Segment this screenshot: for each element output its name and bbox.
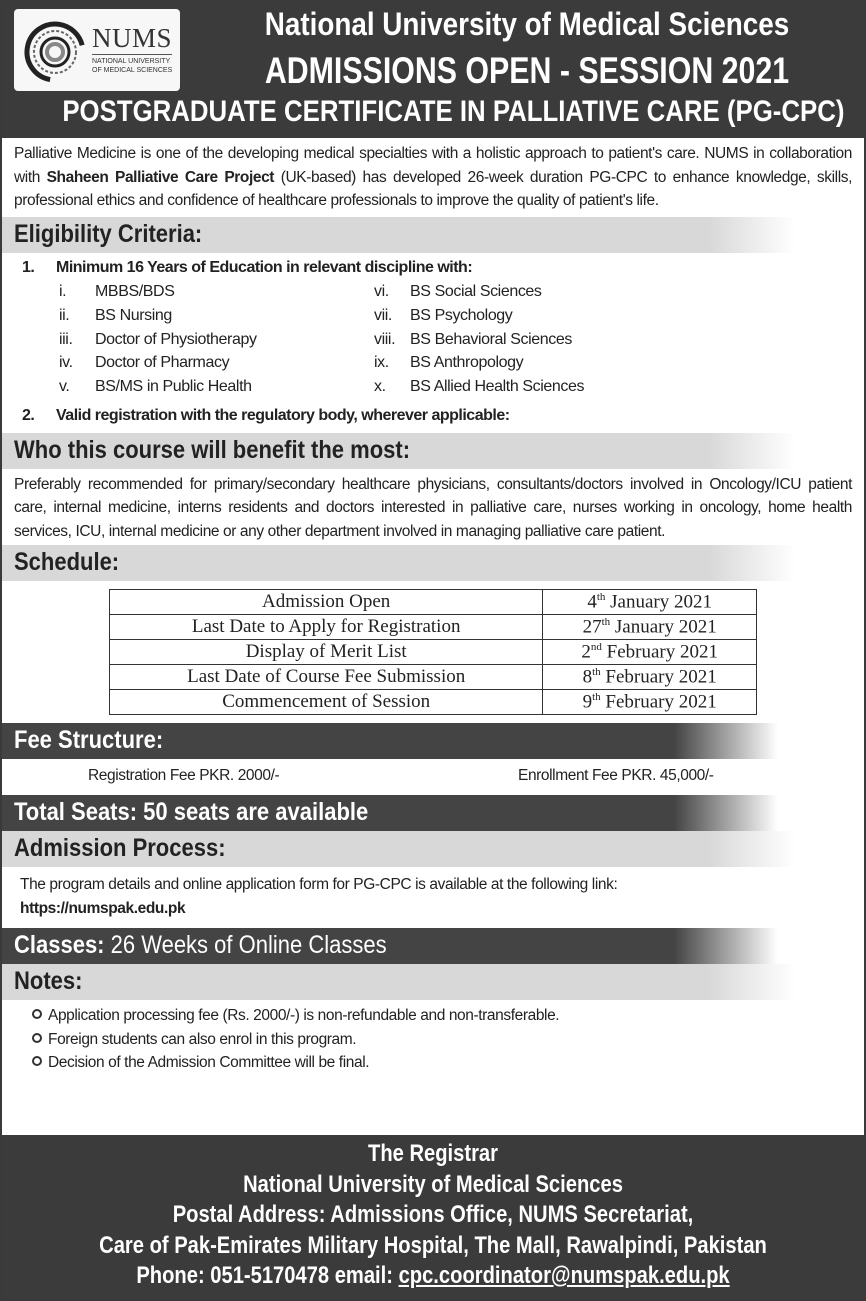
discipline-item: iv. Doctor of Pharmacy: [59, 353, 230, 371]
program-link[interactable]: https://numspak.edu.pk: [20, 899, 186, 917]
nums-logo: [14, 9, 180, 91]
logo-text: NUMS: [92, 23, 173, 53]
classes-info: Classes: 26 Weeks of Online Classes: [14, 931, 387, 959]
fee-heading: Fee Structure:: [14, 726, 164, 754]
schedule-heading-band: [2, 545, 864, 581]
process-heading-band: [2, 831, 864, 867]
total-seats: Total Seats: 50 seats are available: [14, 798, 369, 826]
benefit-heading: Who this course will benefit the most:: [14, 435, 411, 464]
eligibility-list: [2, 253, 864, 433]
university-title: National University of Medical Sciences: [264, 6, 790, 42]
program-title: POSTGRADUATE CERTIFICATE IN PALLIATIVE CARE (PG-CPC): [62, 95, 845, 128]
list-item: Foreign students can also enrol in this program.: [32, 1028, 864, 1052]
fee-heading-band: [2, 723, 864, 759]
discipline-item: ix. BS Anthropology: [374, 353, 524, 371]
list-item: Application processing fee (Rs. 2000/-) is non-refundable and non-transferable.: [32, 1004, 864, 1028]
contact-line: Phone: 051-5170478 email: cpc.coordinator@numspak.edu.pk: [136, 1262, 730, 1289]
enrollment-fee: Enrollment Fee PKR. 45,000/-: [518, 767, 714, 784]
notes-heading: Notes:: [14, 967, 83, 995]
registrar-title: The Registrar: [368, 1140, 498, 1167]
seats-band: [2, 795, 864, 831]
schedule-table: [109, 589, 757, 715]
contact-footer: [2, 1135, 864, 1299]
list-item: Decision of the Admission Committee will be final.: [32, 1051, 864, 1075]
hospital-address: Care of Pak-Emirates Military Hospital, The Mall, Rawalpindi, Pakistan: [99, 1231, 767, 1259]
table-row: Last Date of Course Fee Submission 8th February 2021: [110, 665, 757, 690]
registration-fee: Registration Fee PKR. 2000/-: [88, 767, 280, 784]
notes-list: [2, 1000, 864, 1075]
intro-paragraph: Palliative Medicine is one of the developing medical specialties with a holistic approach to patient's care. NUMS in collaboration with Shaheen Palliative Care Project (UK-based) has developed 26-week duration PG-CPC to enhance knowledge, skills, professional ethics and confidence of healthcare professionals to improve the quality of patient's life.: [14, 145, 853, 209]
discipline-item: v. BS/MS in Public Health: [59, 377, 252, 395]
discipline-item: vi. BS Social Sciences: [374, 282, 542, 300]
table-row: Admission Open 4th January 2021: [110, 590, 757, 615]
fee-structure: [2, 759, 864, 795]
table-row: Commencement of Session 9th February 2021: [110, 690, 757, 715]
discipline-item: vii. BS Psychology: [374, 306, 513, 324]
benefit-heading-band: [2, 433, 864, 469]
process-paragraph: [2, 867, 864, 920]
process-text: The program details and online application form for PG-CPC is available at the following link:: [20, 876, 618, 893]
logo-divider: [92, 54, 172, 55]
discipline-item: viii. BS Behavioral Sciences: [374, 330, 572, 348]
table-row: Display of Merit List 2nd February 2021: [110, 640, 757, 665]
process-heading: Admission Process:: [14, 834, 226, 862]
benefit-paragraph: Preferably recommended for primary/secondary healthcare physicians, consultants/doctors involved in Oncology/ICU patient care, internal medicine, interns residents and doctors interested in palliative care, nurses working in oncology, home health services, ICU, internal medicine or any other department involved in managing palliative care patient.: [14, 475, 852, 540]
partner-name: Shaheen Palliative Care Project: [46, 168, 275, 186]
discipline-item: x. BS Allied Health Sciences: [374, 377, 585, 395]
admissions-title: ADMISSIONS OPEN - SESSION 2021: [264, 50, 790, 91]
header-band: [2, 2, 864, 138]
schedule-heading: Schedule:: [14, 548, 120, 576]
discipline-item: i. MBBS/BDS: [59, 282, 175, 300]
criterion-2: Valid registration with the regulatory body, wherever applicable:: [56, 406, 510, 424]
criterion-1-num: 1.: [22, 258, 35, 276]
classes-band: [2, 928, 864, 964]
eligibility-heading: Eligibility Criteria:: [14, 219, 203, 248]
criterion-1: Minimum 16 Years of Education in relevant discipline with:: [56, 258, 473, 276]
discipline-item: iii. Doctor of Physiotherapy: [59, 330, 257, 348]
discipline-item: ii. BS Nursing: [59, 306, 172, 324]
university-name: National University of Medical Sciences: [243, 1170, 623, 1198]
logo-subtitle: NATIONAL UNIVERSITY OF MEDICAL SCIENCES: [92, 58, 173, 74]
email-link[interactable]: cpc.coordinator@numspak.edu.pk: [398, 1262, 730, 1289]
nums-emblem-icon: [20, 15, 90, 85]
table-row: Last Date to Apply for Registration 27th January 2021: [110, 615, 757, 640]
postal-address: Postal Address: Admissions Office, NUMS Secretariat,: [172, 1201, 694, 1228]
eligibility-heading-band: [2, 217, 864, 253]
criterion-2-num: 2.: [22, 406, 35, 424]
notes-heading-band: [2, 964, 864, 1000]
